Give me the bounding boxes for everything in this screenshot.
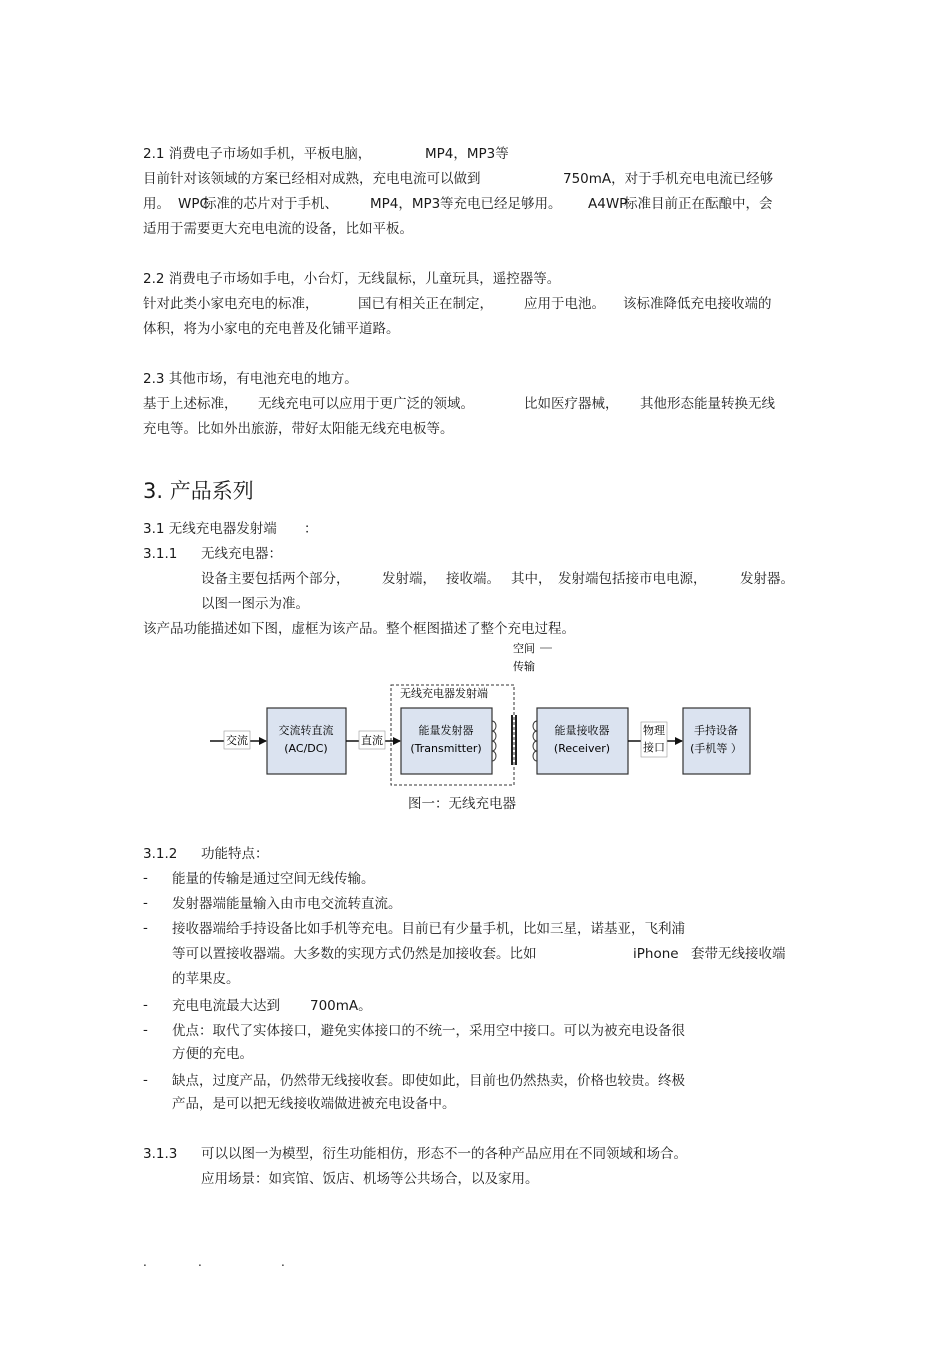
feature-item-5-line2: 方便的充电。 [172, 1046, 253, 1062]
transmitter-block [401, 708, 492, 774]
dc-label: 直流 [361, 734, 383, 747]
feature-item-4-a: 充电电流最大达到 [172, 998, 280, 1014]
sec21-line3-c: 标准的芯片对于手机、 [203, 196, 338, 212]
bullet-dash: - [143, 920, 148, 936]
transmitter-block-subtitle: (Transmitter) [410, 742, 482, 755]
feature-item-3-line3: 的苹果皮。 [172, 971, 240, 987]
s312-number: 3.1.2 [143, 846, 178, 862]
s31-colon: ： [304, 521, 318, 537]
receiver-block [537, 708, 628, 774]
footer-dot: . [143, 1255, 147, 1269]
receiver-block-subtitle: (Receiver) [553, 742, 611, 755]
sec21-line4: 适用于需要更大充电电流的设备，比如平板。 [143, 221, 413, 237]
sec21-line1-b: MP4，MP3等 [425, 146, 509, 162]
sec22-line3: 体积，将为小家电的充电普及化铺平道路。 [143, 321, 400, 337]
space-label-bottom: 传输 [513, 660, 535, 673]
s311-line1-e: 发射端包括接市电电源， [558, 571, 707, 587]
input-label: 交流 [226, 734, 248, 747]
bullet-dash: - [143, 997, 148, 1013]
sec21-line3-f: A4WP [588, 196, 628, 212]
feature-item-6-line2: 产品，是可以把无线接收端做进被充电设备中。 [172, 1096, 456, 1112]
physical-interface-label-bottom: 接口 [643, 741, 665, 754]
s31-title: 3.1 无线充电器发射端 [143, 521, 277, 537]
feature-item-1: 能量的传输是通过空间无线传输。 [172, 871, 375, 887]
bullet-dash: - [143, 1072, 148, 1088]
figure-caption: 图一：无线充电器 [408, 796, 516, 812]
feature-item-6-line1: 缺点，过度产品，仍然带无线接收套。即使如此，目前也仍然热卖，价格也较贵。终极 [172, 1073, 685, 1089]
feature-item-2: 发射器端能量输入由市电交流转直流。 [172, 896, 402, 912]
sec21-line2-a: 目前针对该领域的方案已经相对成熟，充电电流可以做到 [143, 171, 481, 187]
sec23-line2-c: 比如医疗器械， [524, 396, 619, 412]
sec21-line2-b: 750mA，对于手机充电电流已经够 [563, 171, 774, 187]
s311-line1-f: 发射器。 [740, 571, 794, 587]
sec23-line2-a: 基于上述标准， [143, 396, 238, 412]
feature-item-5-line1: 优点：取代了实体接口，避免实体接口的不统一，采用空中接口。可以为被充电设备很 [172, 1023, 685, 1039]
handheld-device-title: 手持设备 [694, 724, 738, 737]
sec21-line3-a: 用。 [143, 196, 170, 212]
sec23-line1: 2.3 其他市场，有电池充电的地方。 [143, 371, 358, 387]
sec21-line1-a: 2.1 消费电子市场如手机，平板电脑， [143, 146, 372, 162]
s313-line1: 可以以图一为模型，衍生功能相仿，形态不一的各种产品应用在不同领域和场合。 [201, 1146, 687, 1162]
feature-item-4-b: 700mA。 [310, 998, 372, 1014]
receiver-block-title: 能量接收器 [554, 724, 610, 737]
s311-line3: 该产品功能描述如下图，虚框为该产品。整个框图描述了整个充电过程。 [143, 621, 575, 637]
sec23-line2-b: 无线充电可以应用于更广泛的领域。 [258, 396, 474, 412]
s311-title: 无线充电器： [201, 546, 282, 562]
sec21-line3-b: WPC [178, 196, 209, 212]
transmitter-block-title: 能量发射器 [418, 724, 474, 737]
transmitter-coil-icon [492, 721, 496, 761]
handheld-device-subtitle: (手机等 ） [690, 742, 742, 755]
bullet-dash: - [143, 895, 148, 911]
feature-item-3-line2-b: iPhone [633, 946, 679, 962]
s311-line1-a: 设备主要包括两个部分， [201, 571, 350, 587]
acdc-block-subtitle: (AC/DC) [284, 742, 328, 755]
product-frame-label: 无线充电器发射端 [400, 687, 488, 700]
section-heading: 3. 产品系列 [143, 479, 254, 503]
s312-title: 功能特点： [201, 846, 269, 862]
space-label-top: 空间 [513, 642, 535, 655]
sec21-line3-g: 标准目前正在酝酿中，会 [624, 196, 773, 212]
s311-line1-b: 发射端， [382, 571, 436, 587]
s313-line2: 应用场景：如宾馆、饭店、机场等公共场合，以及家用。 [201, 1171, 539, 1187]
s311-number: 3.1.1 [143, 546, 178, 562]
sec21-line3-e: 等充电已经足够用。 [440, 196, 562, 212]
sec22-line1: 2.2 消费电子市场如手电，小台灯，无线鼠标，儿童玩具，遥控器等。 [143, 271, 561, 287]
feature-item-3-line1: 接收器端给手持设备比如手机等充电。目前已有少量手机，比如三星，诺基亚，飞利浦 [172, 921, 685, 937]
s311-line2: 以图一图示为准。 [201, 596, 309, 612]
sec23-line3: 充电等。比如外出旅游，带好太阳能无线充电板等。 [143, 421, 454, 437]
sec22-line2-a: 针对此类小家电充电的标准， [143, 296, 319, 312]
footer-dot: . [281, 1255, 285, 1269]
handheld-device-block [683, 708, 750, 774]
footer-dot: . [198, 1255, 202, 1269]
sec22-line2-d: 该标准降低充电接收端的 [623, 296, 772, 312]
s313-number: 3.1.3 [143, 1146, 178, 1162]
bullet-dash: - [143, 870, 148, 886]
s311-line1-d: 其中， [511, 571, 552, 587]
sec22-line2-b: 国已有相关正在制定， [358, 296, 493, 312]
acdc-block [267, 708, 346, 774]
feature-item-3-line2-a: 等可以置接收器端。大多数的实现方式仍然是加接收套。比如 [172, 946, 537, 962]
sec21-line3-d: MP4，MP3 [370, 196, 441, 212]
bullet-dash: - [143, 1022, 148, 1038]
sec23-line2-d: 其他形态能量转换无线 [640, 396, 775, 412]
physical-interface-label-top: 物理 [643, 724, 665, 737]
sec22-line2-c: 应用于电池。 [524, 296, 605, 312]
s311-line1-c: 接收端。 [446, 571, 500, 587]
acdc-block-title: 交流转直流 [278, 724, 334, 737]
feature-item-3-line2-c: 套带无线接收端 [691, 946, 786, 962]
